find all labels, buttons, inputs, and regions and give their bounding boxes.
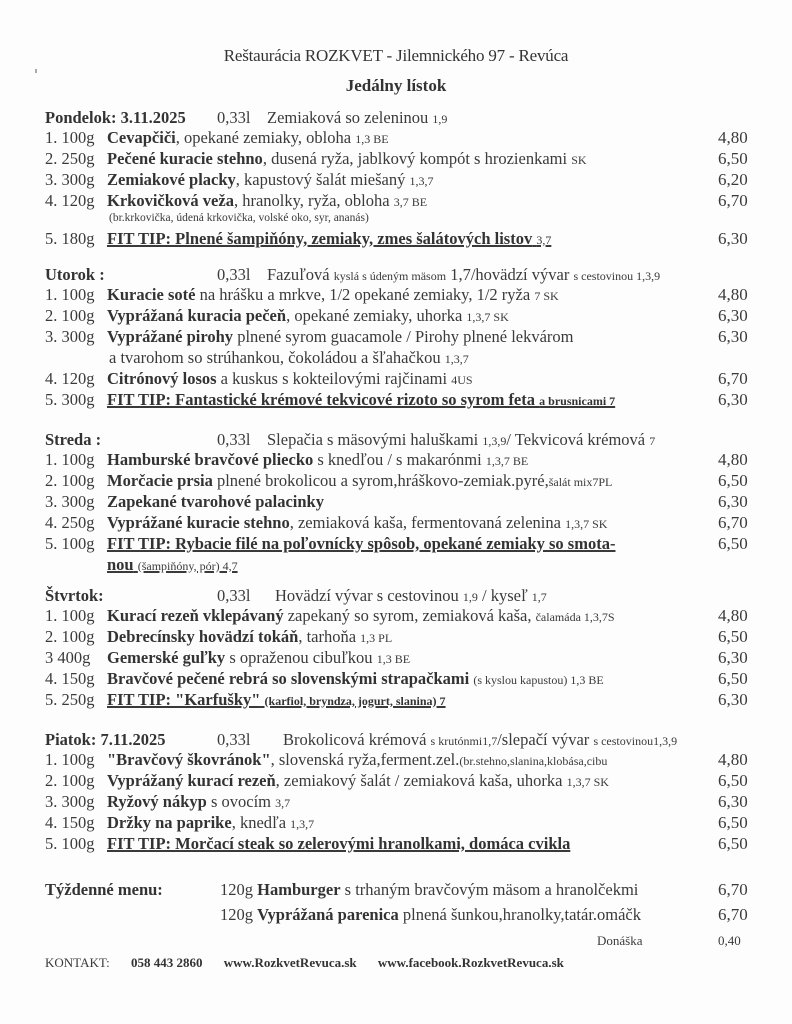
menu-item: 4. 120g Krkovičková veža, hranolky, ryža, obloha 3,7 BE 6,70 <box>45 191 748 210</box>
contact-facebook: www.facebook.RozkvetRevuca.sk <box>377 955 564 970</box>
price: 6,50 <box>718 627 748 646</box>
dish-name: Kurací rezeň vklepávaný <box>107 606 284 625</box>
dish-name: Bravčové pečené rebrá so slovenskými strapačkami <box>107 669 470 688</box>
price: 6,50 <box>718 813 748 832</box>
menu-item-continuation: nou (šampiňóny, pór) 4,7 <box>107 555 238 574</box>
soup-description: Zemiaková so zeleninou 1,9 <box>267 108 448 127</box>
dish-name: "Bravčový škovránok" <box>107 750 271 769</box>
price: 6,30 <box>718 306 748 325</box>
price: 6,30 <box>718 792 748 811</box>
menu-item-note: (br.krkovička, údená krkovička, volské oko, syr, ananás) <box>109 212 369 224</box>
contact-website: www.RozkvetRevuca.sk <box>223 955 357 970</box>
day-thursday <box>45 586 785 711</box>
soup-description: Brokolicová krémová s krutónmi1,7/slepačí vývar s cestovinou1,3,9 <box>283 730 678 749</box>
dish-name: Debrecínsky hovädzí tokáň <box>107 627 299 646</box>
day-name: Streda : <box>45 430 102 449</box>
price: 4,80 <box>718 450 748 469</box>
dish-name: Zapekané tvarohové palacinky <box>107 492 324 511</box>
menu-item: 2. 100g Debrecínsky hovädzí tokáň, tarhoňa 1,3 PL 6,50 <box>45 627 748 646</box>
price: 4,80 <box>718 606 748 625</box>
day-name: Piatok: 7.11.2025 <box>45 730 166 749</box>
menu-item: 4. 150g Bravčové pečené rebrá so slovenskými strapačkami (s kyslou kapustou) 1,3 BE 6,50 <box>45 669 748 688</box>
menu-item: 3. 300g Zemiakové placky, kapustový šalát miešaný 1,3,7 6,20 <box>45 170 748 189</box>
dish-name: Gemerské guľky <box>107 648 226 667</box>
dish-name: Cevapčiči <box>107 128 176 147</box>
menu-item: 3. 300g Vyprážané pirohy plnené syrom guacamole / Pirohy plnené lekvárom 6,30 <box>45 327 748 346</box>
day-tuesday <box>45 265 785 411</box>
fit-tip-name: FIT TIP: Morčací steak so zelerovými hranolkami, domáca cvikla <box>107 834 571 853</box>
menu-item: 1. 100g "Bravčový škovránok", slovenská ryža,ferment.zel.(br.stehno,slanina,klobása,cibu 4,80 <box>45 750 748 769</box>
dish-name: Vyprážané kuracie stehno <box>107 513 290 532</box>
dish-name: Morčacie prsia <box>107 471 213 490</box>
contact-phone: 058 443 2860 <box>131 955 203 970</box>
weekly-menu-label: Týždenné menu: <box>45 880 163 899</box>
soup-description: Fazuľová kyslá s údeným mäsom 1,7/hovädzí vývar s cestovinou 1,3,9 <box>267 265 661 284</box>
menu-item-fit-tip: 5. 250g FIT TIP: "Karfušky" (karfiol, bryndza, jogurt, slanina) 7 6,30 <box>45 690 748 709</box>
menu-item-continuation: a tvarohom so strúhankou, čokoládou a šľahačkou 1,3,7 <box>109 348 469 367</box>
dish-name: Vyprážaný kurací rezeň <box>107 771 276 790</box>
menu-item-fit-tip: 5. 100g FIT TIP: Rybacie filé na poľovnícky spôsob, opekané zemiaky so smota- 6,50 <box>45 534 748 553</box>
day-header <box>45 586 785 606</box>
menu-item: 3. 300g Ryžový nákyp s ovocím 3,7 6,30 <box>45 792 748 811</box>
price: 6,50 <box>718 771 748 790</box>
dish-name: Krkovičková veža <box>107 191 234 210</box>
dish-name: Hamburské bravčové pliecko <box>107 450 314 469</box>
price: 6,30 <box>718 390 748 409</box>
dish-name: Držky na paprike <box>107 813 232 832</box>
restaurant-title: Reštaurácia ROZKVET - Jilemnického 97 - Revúca <box>223 46 569 65</box>
day-header <box>45 108 785 128</box>
day-name: Štvrtok: <box>45 586 104 605</box>
price: 6,30 <box>718 327 748 346</box>
menu-item: 2. 250g Pečené kuracie stehno, dusená ryža, jablkový kompót s hrozienkami SK 6,50 <box>45 149 748 168</box>
soup-volume: 0,33l <box>217 586 251 605</box>
price: 6,20 <box>718 170 748 189</box>
soup-volume: 0,33l <box>217 430 251 449</box>
price: 4,80 <box>718 285 748 304</box>
delivery-label: Donáška <box>597 933 643 948</box>
dish-name: Hamburger <box>257 880 341 899</box>
price: 6,50 <box>718 669 748 688</box>
menu-item: 4. 120g Citrónový losos a kuskus s kokteilovými rajčinami 4US 6,70 <box>45 369 748 388</box>
day-friday <box>45 730 785 855</box>
price: 6,70 <box>718 905 748 924</box>
menu-item: 3. 300g Zapekané tvarohové palacinky 6,30 <box>45 492 748 511</box>
soup-description: Hovädzí vývar s cestovinou 1,9 / kyseľ 1,7 <box>275 586 547 605</box>
menu-item: 2. 100g Vyprážaná kuracia pečeň, opekané zemiaky, uhorka 1,3,7 SK 6,30 <box>45 306 748 325</box>
scan-artifact <box>35 69 37 73</box>
dish-name: Vyprážané pirohy <box>107 327 234 346</box>
dish-name: Citrónový losos <box>107 369 217 388</box>
day-name: Pondelok: 3.11.2025 <box>45 108 186 127</box>
fit-tip-name: FIT TIP: "Karfušky" <box>107 690 261 709</box>
price: 6,70 <box>718 880 748 899</box>
menu-item: 1. 100g Kuracie soté na hrášku a mrkve, 1/2 opekané zemiaky, 1/2 ryža 7 SK 4,80 <box>45 285 748 304</box>
price: 6,50 <box>718 149 748 168</box>
price: 6,30 <box>718 492 748 511</box>
weekly-item: 120g Hamburger s trhaným bravčovým mäsom a hranolčekmi <box>220 880 639 899</box>
menu-item: 2. 100g Vyprážaný kurací rezeň, zemiakový šalát / zemiaková kaša, uhorka 1,3,7 SK 6,50 <box>45 771 748 790</box>
price: 6,50 <box>718 834 748 853</box>
menu-item: 1. 100g Hamburské bravčové pliecko s knedľou / s makarónmi 1,3,7 BE 4,80 <box>45 450 748 469</box>
menu-item: 2. 100g Morčacie prsia plnené brokolicou a syrom,hráškovo-zemiak.pyré,šalát mix7PL 6,50 <box>45 471 748 490</box>
menu-item: 4. 150g Držky na paprike, knedľa 1,3,7 6,50 <box>45 813 748 832</box>
menu-item: 3 400g Gemerské guľky s opraženou cibuľkou 1,3 BE 6,30 <box>45 648 748 667</box>
soup-description: Slepačia s mäsovými haluškami 1,3,9/ Tekvicová krémová 7 <box>267 430 656 449</box>
menu-item-fit-tip: 5. 180g FIT TIP: Plnené šampiňóny, zemiaky, zmes šalátových listov 3,7 6,30 <box>45 229 748 248</box>
delivery-price: 0,40 <box>718 933 741 948</box>
menu-item: 1. 100g Kurací rezeň vklepávaný zapekaný so syrom, zemiaková kaša, čalamáda 1,3,7S 4,80 <box>45 606 748 625</box>
day-name: Utorok : <box>45 265 105 284</box>
price: 4,80 <box>718 750 748 769</box>
price: 6,70 <box>718 513 748 532</box>
soup-volume: 0,33l <box>217 265 251 284</box>
price: 6,30 <box>718 648 748 667</box>
price: 6,30 <box>718 690 748 709</box>
menu-item: 1. 100g Cevapčiči, opekané zemiaky, obloha 1,3 BE 4,80 <box>45 128 748 147</box>
dish-name: Vyprážaná parenica <box>257 905 399 924</box>
weekly-item: 120g Vyprážaná parenica plnená šunkou,hranolky,tatár.omáčk <box>220 905 642 924</box>
day-header <box>45 430 785 450</box>
price: 6,30 <box>718 229 748 248</box>
fit-tip-name: FIT TIP: Plnené šampiňóny, zemiaky, zmes šalátových listov <box>107 229 533 248</box>
menu-item-fit-tip: 5. 300g FIT TIP: Fantastické krémové tekvicové rizoto so syrom feta a brusnicami 7 6,30 <box>45 390 748 409</box>
contact-label: KONTAKT: <box>45 955 110 970</box>
dish-name: Ryžový nákyp <box>107 792 207 811</box>
price: 6,50 <box>718 471 748 490</box>
soup-volume: 0,33l <box>217 730 251 749</box>
price: 4,80 <box>718 128 748 147</box>
price: 6,70 <box>718 369 748 388</box>
day-header <box>45 265 785 285</box>
price: 6,70 <box>718 191 748 210</box>
day-monday <box>45 108 785 250</box>
day-header <box>45 730 785 750</box>
dish-name: Zemiakové placky <box>107 170 236 189</box>
dish-name: Pečené kuracie stehno <box>107 149 263 168</box>
menu-item-fit-tip: 5. 100g FIT TIP: Morčací steak so zelerovými hranolkami, domáca cvikla 6,50 <box>45 834 748 853</box>
day-wednesday <box>45 430 785 576</box>
fit-tip-name: FIT TIP: Rybacie filé na poľovnícky spôsob, opekané zemiaky so smota- <box>107 534 616 553</box>
menu-heading: Jedálny lístok <box>345 76 447 95</box>
fit-tip-name: FIT TIP: Fantastické krémové tekvicové rizoto so syrom feta <box>107 390 536 409</box>
dish-name: Kuracie soté <box>107 285 196 304</box>
menu-item: 4. 250g Vyprážané kuracie stehno, zemiaková kaša, fermentovaná zelenina 1,3,7 SK 6,70 <box>45 513 748 532</box>
dish-name: Vyprážaná kuracia pečeň <box>107 306 287 325</box>
soup-volume: 0,33l <box>217 108 251 127</box>
price: 6,50 <box>718 534 748 553</box>
contact-line <box>45 955 582 971</box>
